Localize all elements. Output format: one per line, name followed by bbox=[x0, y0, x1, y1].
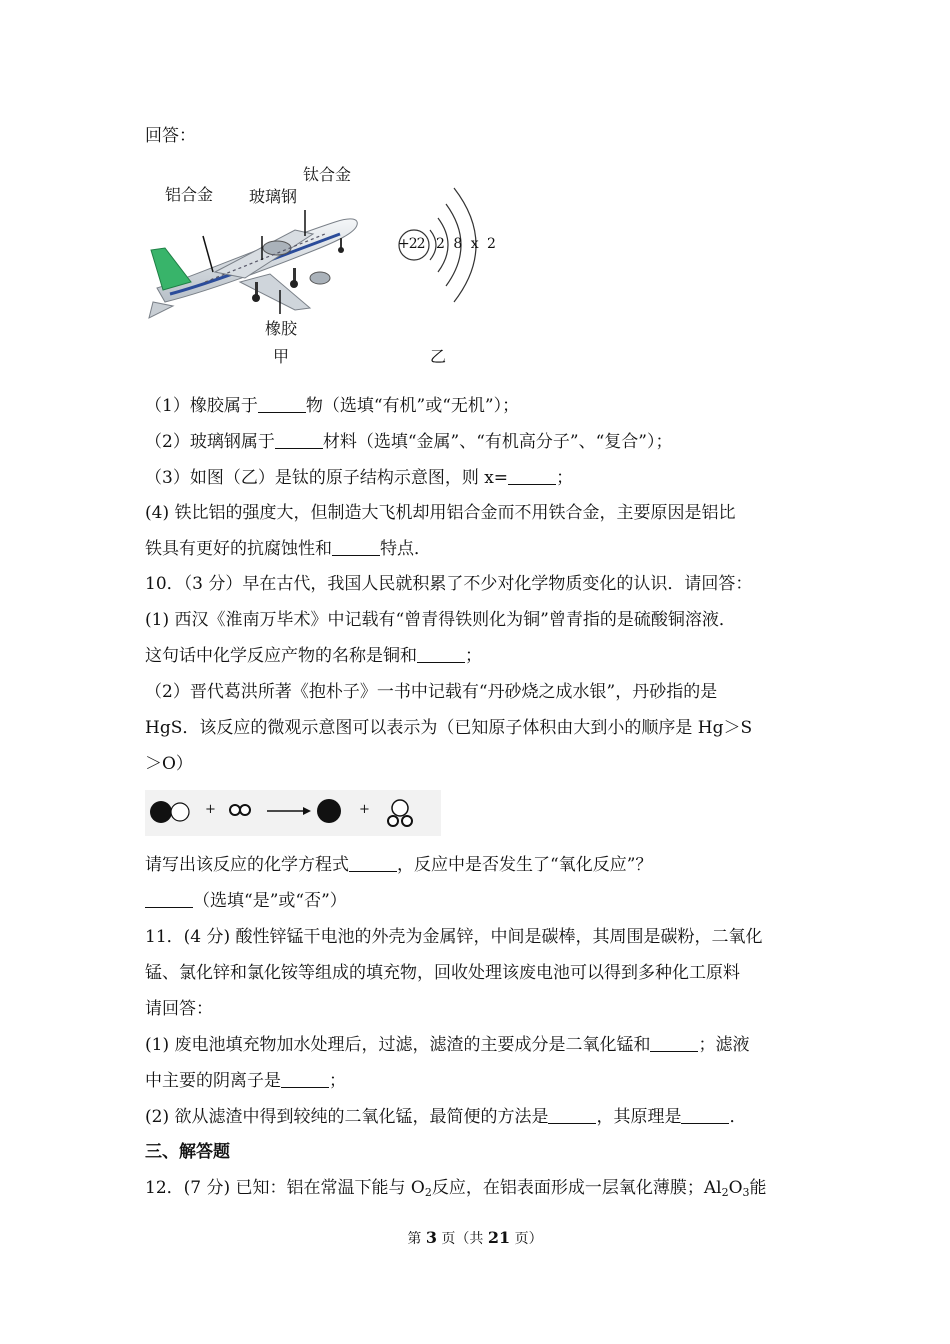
caption-right: 乙 bbox=[430, 347, 447, 366]
page-number: 3 bbox=[425, 1228, 437, 1247]
section-heading: 三、解答题 bbox=[145, 1142, 230, 1162]
answer-blank[interactable] bbox=[417, 644, 465, 663]
s-atom bbox=[171, 803, 189, 821]
atom-figure bbox=[390, 170, 510, 366]
q9-part3: （3）如图（乙）是钛的原子结构示意图，则 x= ； bbox=[145, 468, 574, 488]
hg-atom bbox=[317, 799, 341, 823]
q12-heading: 12．(7 分) 已知：铝在常温下能与 $O_2$反应，在铝表面形成一层氧化薄膜；$Al_2O_3$能 bbox=[145, 1178, 767, 1199]
answer-blank[interactable] bbox=[145, 889, 193, 908]
intro-text: 回答： bbox=[145, 126, 196, 146]
q10-part1-line1: (1) 西汉《淮南万毕术》中记载有“曾青得铁则化为铜”曾青指的是硫酸铜溶液． bbox=[145, 610, 736, 630]
arrow-head bbox=[303, 807, 311, 815]
o-atom bbox=[388, 816, 398, 826]
q10-part2-line5: （选填“是”或“否”） bbox=[145, 889, 347, 913]
answer-blank[interactable] bbox=[349, 853, 397, 872]
q9-part4-line2: 铁具有更好的抗腐蚀性和 特点． bbox=[145, 539, 431, 559]
answer-blank[interactable] bbox=[548, 1105, 596, 1124]
answer-blank[interactable] bbox=[650, 1033, 698, 1052]
s-atom bbox=[392, 800, 408, 816]
page-total: 21 bbox=[487, 1228, 511, 1247]
q10-part2-line2: HgS．该反应的微观示意图可以表示为（已知原子体积由大到小的顺序是 Hg＞S bbox=[145, 718, 753, 738]
o-atom bbox=[230, 805, 240, 815]
q11-part2: (2) 欲从滤渣中得到较纯的二氧化锰，最简便的方法是 ，其原理是 ． bbox=[145, 1107, 747, 1127]
label-rubber: 橡胶 bbox=[265, 319, 298, 338]
q11-heading: 11．(4 分) 酸性锌锰干电池的外壳为金属锌，中间是碳棒，其周围是碳粉，二氧化 bbox=[145, 927, 763, 947]
atom-shells: 2 8 x 2 bbox=[436, 236, 496, 252]
plus-sign: + bbox=[359, 802, 370, 817]
atom-nucleus: +22 bbox=[398, 236, 425, 252]
q11-line2: 锰、氯化锌和氯化铵等组成的填充物，回收处理该废电池可以得到多种化工原料 bbox=[145, 963, 740, 983]
reaction-diagram bbox=[145, 790, 441, 836]
q9-part1: （1）橡胶属于 物（选填“有机”或“无机”）； bbox=[145, 396, 520, 416]
caption-left: 甲 bbox=[273, 347, 290, 366]
answer-blank[interactable] bbox=[332, 537, 380, 556]
q9-part4-line1: (4) 铁比铝的强度大，但制造大飞机却用铝合金而不用铁合金，主要原因是铝比 bbox=[145, 503, 736, 523]
q11-line3: 请回答： bbox=[145, 999, 213, 1019]
answer-blank[interactable] bbox=[508, 466, 556, 485]
airplane-figure bbox=[145, 160, 375, 366]
q11-part1-line1: (1) 废电池填充物加水处理后，过滤，滤渣的主要成分是二氧化锰和 ；滤液 bbox=[145, 1035, 750, 1055]
o-atom bbox=[402, 816, 412, 826]
hg-atom bbox=[150, 801, 172, 823]
answer-blank[interactable] bbox=[281, 1069, 329, 1088]
page-footer: 第 3 页（共 21 页） bbox=[407, 1228, 543, 1247]
q10-part2-line4: 请写出该反应的化学方程式 ，反应中是否发生了“氧化反应”？ bbox=[145, 855, 653, 875]
plus-sign: + bbox=[205, 802, 216, 817]
answer-blank[interactable] bbox=[258, 394, 306, 413]
q9-part2: （2）玻璃钢属于 材料（选填“金属”、“有机高分子”、“复合”）； bbox=[145, 432, 673, 452]
q11-part1-line2: 中主要的阴离子是 ； bbox=[145, 1071, 346, 1091]
q10-part2-line1: （2）晋代葛洪所著《抱朴子》一书中记载有“丹砂烧之成水银”，丹砂指的是 bbox=[145, 682, 718, 702]
label-glass-steel: 玻璃钢 bbox=[249, 187, 298, 206]
answer-blank[interactable] bbox=[681, 1105, 729, 1124]
q10-heading: 10．（3 分）早在古代，我国人民就积累了不少对化学物质变化的认识．请回答： bbox=[145, 574, 753, 594]
label-al-alloy: 铝合金 bbox=[165, 185, 214, 204]
answer-blank[interactable] bbox=[275, 430, 323, 449]
o-atom bbox=[240, 805, 250, 815]
label-ti-alloy: 钛合金 bbox=[303, 165, 352, 184]
q10-part1-line2: 这句话中化学反应产物的名称是铜和 ； bbox=[145, 646, 482, 666]
q10-part2-line3: ＞O） bbox=[145, 754, 193, 774]
airplane-illustration bbox=[145, 190, 375, 340]
